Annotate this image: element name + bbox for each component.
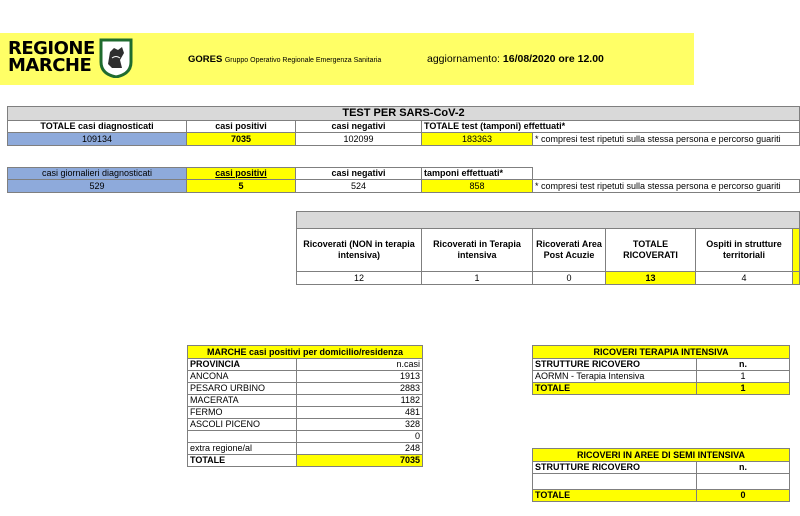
- daily-value-tests: 858: [421, 179, 533, 193]
- province-count: 248: [296, 442, 423, 455]
- province-count: 328: [296, 418, 423, 431]
- icu-total-value: 1: [696, 382, 790, 395]
- province-total-value: 7035: [296, 454, 423, 467]
- daily-value-diagnosed: 529: [7, 179, 187, 193]
- test-value-negative: 102099: [295, 132, 422, 146]
- icu-col-header-count: n.: [696, 358, 790, 371]
- icu-total-label: TOTALE: [532, 382, 697, 395]
- hosp-value-post-acute: 0: [532, 271, 606, 285]
- hosp-value-territorial: 4: [695, 271, 793, 285]
- daily-header-tests: tamponi effettuati*: [421, 167, 533, 180]
- daily-value-positive: 5: [186, 179, 296, 193]
- province-count: 0: [296, 430, 423, 443]
- test-table-title-cell: [7, 106, 800, 121]
- gores-bold: GORES: [188, 54, 223, 65]
- province-count: 1182: [296, 394, 423, 407]
- icu-table-title: RICOVERI TERAPIA INTENSIVA: [532, 345, 790, 359]
- semi-table-title: RICOVERI IN AREE DI SEMI INTENSIVA: [532, 448, 790, 462]
- test-table-title: TEST PER SARS-CoV-2: [342, 107, 465, 119]
- icu-row-count: 1: [696, 370, 790, 383]
- update-stamp: [427, 53, 604, 65]
- update-value: 16/08/2020 ore 12.00: [502, 53, 604, 65]
- daily-value-negative: 524: [295, 179, 422, 193]
- test-header-positive: casi positivi: [186, 120, 296, 133]
- semi-empty-row-count: [696, 473, 790, 490]
- gores-subtitle: Gruppo Operativo Regionale Emergenza Sanitaria: [224, 57, 382, 64]
- daily-header-diagnosed: casi giornalieri diagnosticati: [7, 167, 187, 180]
- test-header-negative: casi negativi: [295, 120, 422, 133]
- province-name: ASCOLI PICENO: [187, 418, 297, 431]
- province-col-header-count: n.casi: [296, 358, 423, 371]
- province-col-header-name: PROVINCIA: [187, 358, 297, 371]
- province-name: ANCONA: [187, 370, 297, 383]
- logo-line-2: MARCHE: [8, 55, 92, 76]
- semi-empty-row-name: [532, 473, 697, 490]
- hosp-value-extra: [792, 271, 800, 285]
- test-note: * compresi test ripetuti sulla stessa persona e percorso guariti: [532, 132, 800, 146]
- hosp-header-icu: Ricoverati in Terapia intensiva: [421, 228, 533, 272]
- hosp-header-non-icu: Ricoverati (NON in terapia intensiva): [296, 228, 422, 272]
- semi-col-header-name: STRUTTURE RICOVERO: [532, 461, 697, 474]
- marche-shield-icon: [98, 38, 134, 78]
- update-label: aggiornamento:: [427, 53, 500, 65]
- province-name: PESARO URBINO: [187, 382, 297, 395]
- daily-note: * compresi test ripetuti sulla stessa persona e percorso guariti: [532, 179, 800, 193]
- province-name: MACERATA: [187, 394, 297, 407]
- hosp-value-icu: 1: [421, 271, 533, 285]
- test-value-tests: 183363: [421, 132, 533, 146]
- semi-total-value: 0: [696, 489, 790, 502]
- regione-marche-logo: [6, 36, 142, 82]
- test-header-tests: TOTALE test (tamponi) effettuati*: [421, 120, 800, 133]
- province-name: FERMO: [187, 406, 297, 419]
- logo-wordmark: [8, 40, 98, 74]
- hosp-value-total: 13: [605, 271, 696, 285]
- test-value-positive: 7035: [186, 132, 296, 146]
- logo-line-1: REGIONE: [8, 38, 95, 59]
- test-value-total: 109134: [7, 132, 187, 146]
- hosp-value-non-icu: 12: [296, 271, 422, 285]
- province-count: 1913: [296, 370, 423, 383]
- icu-row-name: AORMN - Terapia Intensiva: [532, 370, 697, 383]
- hosp-header-territorial: Ospiti in strutture territoriali: [695, 228, 793, 272]
- semi-total-label: TOTALE: [532, 489, 697, 502]
- test-header-total: TOTALE casi diagnosticati: [7, 120, 187, 133]
- hosp-header-total: TOTALE RICOVERATI: [605, 228, 696, 272]
- semi-col-header-count: n.: [696, 461, 790, 474]
- hosp-table-title-cell: [296, 211, 800, 229]
- daily-header-negative: casi negativi: [295, 167, 422, 180]
- gores-label: [188, 54, 381, 65]
- hosp-header-extra: [792, 228, 800, 272]
- province-table-title: MARCHE casi positivi per domicilio/residenza: [187, 345, 423, 359]
- province-name: extra regione/al: [187, 442, 297, 455]
- province-count: 2883: [296, 382, 423, 395]
- hosp-header-post-acute: Ricoverati Area Post Acuzie: [532, 228, 606, 272]
- province-total-label: TOTALE: [187, 454, 297, 467]
- icu-col-header-name: STRUTTURE RICOVERO: [532, 358, 697, 371]
- daily-header-positive: casi positivi: [186, 167, 296, 180]
- province-count: 481: [296, 406, 423, 419]
